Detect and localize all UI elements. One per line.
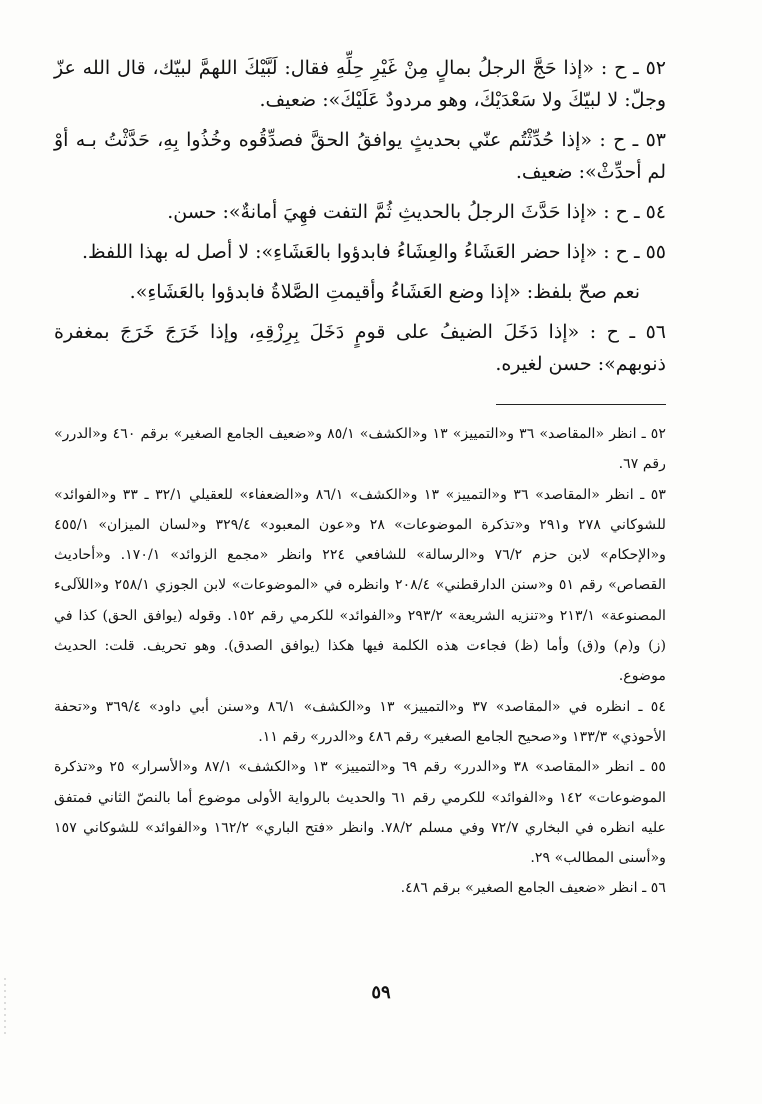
- footnote-54: ٥٤ ـ انظره في «المقاصد» ٣٧ و«التمييز» ١٣ و«الكشف» ٨٦/١ و«سنن أبي داود» ٣٦٩/٤ و«تحفة الأحوذي» ١٣٣/٣ و«صحيح الجامع الصغير» رقم ٤٨٦ و«الدرر» رقم ١١.: [54, 698, 666, 745]
- hadith-entry-56: [54, 316, 666, 380]
- hadith-number: ٥٦ ـ ح :: [589, 321, 666, 343]
- footnotes: [54, 419, 666, 904]
- footnote-divider: [496, 404, 666, 405]
- hadith-entry-55-continuation: [54, 276, 666, 308]
- hadith-text: «إذا حَجَّ الرجلُ بمالٍ مِنْ غَيْرِ حِلِّهِ فقال: لَبَّيْكَ اللهمَّ لبيّك، قال الله عزّ وجلّ: لا لبيّكَ ولا سَعْدَيْكَ، وهو مردودٌ عَلَيْكَ»: ضعيف.: [54, 57, 666, 111]
- page-number: ٥٩: [371, 982, 391, 1003]
- hadith-text: «إذا حَدَّثَ الرجلُ بالحديثِ ثُمَّ التفت فهِيَ أمانةٌ»: حسن.: [167, 201, 598, 223]
- hadith-entry-52: [54, 52, 666, 116]
- hadith-list: [54, 52, 666, 380]
- hadith-entry-55: [54, 236, 666, 268]
- hadith-entry-53: [54, 124, 666, 188]
- footnote-53: ٥٣ ـ انظر «المقاصد» ٣٦ و«التمييز» ١٣ و«الكشف» ٨٦/١ و«الضعفاء» للعقيلي ٣٢/١ ـ ٣٣ و«الفوائد» للشوكاني ٢٧٨ و٢٩١ و«تذكرة الموضوعات» ٢٨ و«عون المعبود» ٣٢٩/٤ و«لسان الميزان» ٤٥٥/١ و«الإحكام» لابن حزم ٧٦/٢ و«الرسالة» للشافعي ٢٢٤ وانظر «مجمع الزوائد» ١٧٠/١. و«أحاديث القصاص» رقم ٥١ و«سنن الدارقطني» ٢٠٨/٤ وانظره في «الموضوعات» لابن الجوزي ٢٥٨/١ و«اللآلىء المصنوعة» ٢١٣/١ و«تنزيه الشريعة» ٢٩٣/٢ و«الفوائد» للكرمي رقم ١٥٢. وقوله (يوافق الحق) كذا في (ز) و(م) و(ق) وأما (ظ) فجاءت هذه الكلمة فيها هكذا (يوافق الصدق). وهو تحريف. قلت: الحديث موضوع.: [54, 486, 666, 685]
- hadith-text: «إذا دَخَلَ الضيفُ على قومٍ دَخَلَ بِرِزْقِهِ، وإذا خَرَجَ خَرَجَ بمغفرة ذنوبهم»: حسن لغيره.: [54, 321, 666, 375]
- hadith-number: ٥٥ ـ ح :: [603, 241, 666, 263]
- scan-margin-specks: [4, 978, 6, 1038]
- footnote-55: ٥٥ ـ انظر «المقاصد» ٣٨ و«الدرر» رقم ٦٩ و«التمييز» ١٣ و«الكشف» ٨٧/١ و«الأسرار» ٢٥ و«تذكرة الموضوعات» ١٤٢ و«الفوائد» للكرمي رقم ٦١ والحديث بالرواية الأولى موضوع أما بالنصّ الثاني فمتفق عليه انظره في البخاري ٧٢/٧ وفي مسلم ٧٨/٢. وانظر «فتح الباري» ١٦٢/٢ و«الفوائد» للشوكاني ١٥٧ و«أسنى المطالب» ٢٩.: [54, 759, 667, 867]
- hadith-text: «إذا حُدِّثْتُم عنّي بحديثٍ يوافقُ الحقَّ فصدِّقُوه وخُذُوا بِهِ، حَدَّثْتُ بـه أوْ لم أحدِّثْ»: ضعيف.: [54, 129, 666, 183]
- hadith-entry-54: [54, 196, 666, 228]
- hadith-number: ٥٣ ـ ح :: [599, 129, 667, 151]
- footnote-52: ٥٢ ـ انظر «المقاصد» ٣٦ و«التمييز» ١٣ و«الكشف» ٨٥/١ و«ضعيف الجامع الصغير» برقم ٤٦٠ و«الدرر» رقم ٦٧.: [54, 426, 666, 473]
- hadith-number: ٥٢ ـ ح :: [600, 57, 666, 79]
- hadith-text: «إذا حضر العَشَاءُ والعِشَاءُ فابدؤوا بالعَشَاءِ»: لا أصل له بهذا اللفظ.: [81, 241, 598, 263]
- hadith-text: نعم صحّ بلفظ: «إذا وضع العَشَاءُ وأقيمتِ الصَّلاةُ فابدؤوا بالعَشَاءِ».: [129, 281, 640, 303]
- hadith-number: ٥٤ ـ ح :: [603, 201, 666, 223]
- footnote-56: ٥٦ ـ انظر «ضعيف الجامع الصغير» برقم ٤٨٦.: [400, 880, 666, 897]
